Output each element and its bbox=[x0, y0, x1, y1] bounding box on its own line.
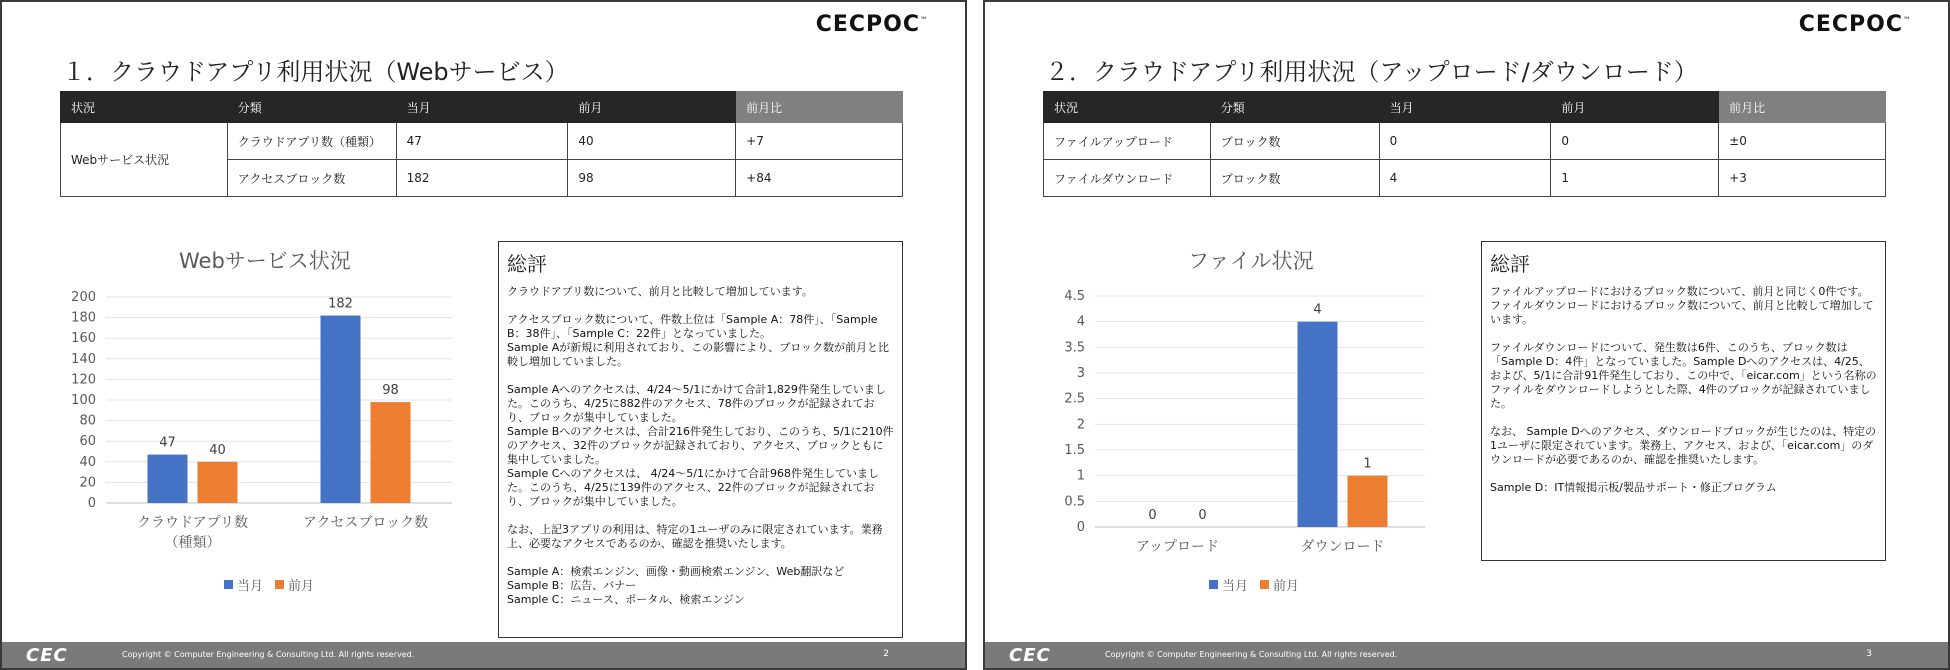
header-category: 分類 bbox=[1210, 92, 1379, 123]
file-status-bar-chart bbox=[1045, 282, 1415, 572]
legend-swatch-current bbox=[224, 580, 233, 589]
y-tick-label: 0.5 bbox=[1064, 494, 1085, 510]
chart-legend bbox=[224, 575, 314, 594]
slide-title: １．クラウドアプリ利用状況（Webサービス） bbox=[62, 58, 569, 86]
y-tick-label: 1.5 bbox=[1064, 443, 1085, 458]
legend-swatch-previous bbox=[275, 580, 284, 589]
header-ratio: 前月比 bbox=[736, 92, 903, 123]
page-number: 2 bbox=[883, 649, 889, 659]
y-tick-label: 2 bbox=[1076, 417, 1085, 433]
table-row bbox=[1044, 160, 1886, 197]
x-tick-label-line: クラウドアプリ数 bbox=[136, 515, 249, 531]
row-group-label: Webサービス状況 bbox=[61, 123, 228, 197]
y-tick-label: 2.5 bbox=[1064, 391, 1085, 407]
x-tick-label bbox=[137, 514, 248, 551]
table-cell: ブロック数 bbox=[1210, 160, 1379, 197]
legend-item-current: 当月 bbox=[224, 575, 263, 594]
y-tick-label: 140 bbox=[71, 351, 96, 367]
y-tick-label: 0 bbox=[87, 496, 96, 511]
x-tick-label-line: アップロード bbox=[1135, 539, 1220, 555]
comment-box bbox=[498, 241, 903, 638]
table-header-row bbox=[61, 92, 903, 123]
x-tick-label-line: アクセスブロック数 bbox=[302, 515, 429, 531]
chart-legend bbox=[1209, 575, 1299, 594]
table-row bbox=[1044, 123, 1886, 160]
upload-download-table bbox=[1043, 91, 1886, 197]
y-tick-label: 160 bbox=[71, 331, 96, 347]
header-ratio: 前月比 bbox=[1719, 92, 1886, 123]
data-label: 0 bbox=[1148, 508, 1157, 523]
cec-logo: CEC bbox=[1009, 645, 1051, 666]
data-label: 98 bbox=[382, 383, 399, 399]
bar-previous bbox=[198, 462, 238, 503]
x-tick-label bbox=[303, 514, 428, 531]
table-cell: アクセスブロック数 bbox=[227, 160, 396, 197]
chart-title: Webサービス状況 bbox=[179, 249, 351, 273]
comment-body: クラウドアプリ数について、前月と比較して増加しています。 アクセスブロック数について、件数上位は「Sample A：78件」、「Sample B：38件」、「Sample C：22件」となっていました。 Sample Aが新規に利用されており、この影響により、ブロック数が前月と比較し増加していました。 Sample Aへのアクセスは、4/24～5/1にかけて合計1,829件発生していました。このうち、4/25に882件のアクセス、78件のブロックが記録されており、ブロックが集中していました。 Sample Bへのアクセスは、合計216件発生しており、このうち、5/1に210件のアクセス、32件のブロックが記録されており、アクセス、ブロックともに集中していました。 Sample Cへのアクセスは、 4/24～5/1にかけて合計968件発生していました。このうち、4/25に139件のアクセス、22件のブロックが記録されており、ブロックが集中していました。 なお、上記3アプリの利用は、特定の1ユーザのみに限定されています。業務上、必要なアクセスであるのか、確認を推奨いたします。 Sample A：検索エンジン、画像・動画検索エンジン、Web翻訳など Sample B：広告、バナー Sample C：ニュース、ポータル、検索エンジン bbox=[507, 285, 894, 606]
bar-current bbox=[321, 316, 361, 503]
header-previous: 前月 bbox=[568, 92, 736, 123]
header-category: 分類 bbox=[227, 92, 396, 123]
comment-title: 総評 bbox=[1490, 252, 1530, 276]
table-cell: 4 bbox=[1379, 160, 1551, 197]
table-cell: 182 bbox=[396, 160, 568, 197]
table-cell: 47 bbox=[396, 123, 568, 160]
x-tick-label-line: ダウンロード bbox=[1300, 539, 1385, 555]
data-label: 1 bbox=[1363, 456, 1372, 472]
y-tick-label: 20 bbox=[79, 475, 96, 491]
y-tick-label: 200 bbox=[71, 290, 96, 305]
table-row bbox=[61, 123, 903, 160]
y-tick-label: 120 bbox=[71, 372, 96, 388]
header-current: 当月 bbox=[396, 92, 568, 123]
table-cell: 0 bbox=[1379, 123, 1551, 160]
legend-swatch-previous bbox=[1260, 580, 1269, 589]
y-tick-label: 60 bbox=[79, 434, 96, 450]
table-cell: +7 bbox=[736, 123, 903, 160]
x-tick-label bbox=[1136, 539, 1219, 555]
table-cell: 0 bbox=[1551, 123, 1719, 160]
bar-previous bbox=[1348, 476, 1388, 527]
bar-previous bbox=[371, 402, 411, 503]
page-number: 3 bbox=[1866, 649, 1872, 659]
table-cell: ブロック数 bbox=[1210, 123, 1379, 160]
chart-title: ファイル状況 bbox=[1188, 249, 1314, 273]
table-header-row bbox=[1044, 92, 1886, 123]
slide-web-services bbox=[0, 0, 967, 670]
header-status: 状況 bbox=[61, 92, 228, 123]
table-cell: +3 bbox=[1719, 160, 1886, 197]
cecpoc-logo: CECPOC™ bbox=[1798, 12, 1912, 37]
footer bbox=[2, 642, 965, 668]
legend-item-previous: 前月 bbox=[1260, 575, 1299, 594]
y-tick-label: 4.5 bbox=[1064, 289, 1085, 304]
slide-upload-download bbox=[983, 0, 1950, 670]
slide-title: ２．クラウドアプリ利用状況（アップロード/ダウンロード） bbox=[1045, 58, 1698, 86]
y-tick-label: 3 bbox=[1076, 366, 1085, 381]
table-cell: ±0 bbox=[1719, 123, 1886, 160]
cec-logo: CEC bbox=[26, 645, 68, 666]
bar-current bbox=[148, 455, 188, 503]
y-tick-label: 0 bbox=[1076, 520, 1085, 535]
header-status: 状況 bbox=[1044, 92, 1211, 123]
web-service-table bbox=[60, 91, 903, 197]
table-cell: 40 bbox=[568, 123, 736, 160]
data-label: 47 bbox=[159, 435, 176, 451]
data-label: 40 bbox=[209, 442, 226, 458]
web-service-bar-chart bbox=[62, 282, 429, 572]
y-tick-label: 1 bbox=[1076, 468, 1085, 484]
comment-body: ファイルアップロードにおけるブロック数について、前月と同じく0件です。 ファイルダウンロードにおけるブロック数について、前月と比較して増加しています。 ファイルダウンロードについて、発生数は6件、このうち、ブロック数は「Sample D：4件」となっていました。Sample Dへのアクセスは、4/25、および、5/1に合計91件発生しており、この中で、「eicar.com」という名称のファイルをダウンロードしようとした際、4件のブロックが記録されていました。 なお、 Sample Dへのアクセス、ダウンロードブロックが生じたのは、特定の1ユーザに限定されています。業務上、アクセス、および、「eicar.com」のダウンロードが必要であるのか、確認を推奨いたします。 Sample D：IT情報掲示板/製品サポート・修正プログラム bbox=[1490, 285, 1877, 494]
copyright: Copyright © Computer Engineering & Consulting Ltd. All rights reserved. bbox=[122, 650, 415, 659]
bar-current bbox=[1298, 322, 1338, 527]
copyright: Copyright © Computer Engineering & Consulting Ltd. All rights reserved. bbox=[1105, 650, 1398, 659]
x-tick-label bbox=[1301, 539, 1385, 555]
comment-title: 総評 bbox=[507, 252, 547, 276]
data-label: 4 bbox=[1313, 302, 1322, 318]
data-label: 182 bbox=[328, 296, 353, 312]
y-tick-label: 100 bbox=[71, 393, 96, 408]
table-cell: 1 bbox=[1551, 160, 1719, 197]
data-label: 0 bbox=[1198, 508, 1207, 523]
table-cell: クラウドアプリ数（種類） bbox=[227, 123, 396, 160]
table-cell: ファイルアップロード bbox=[1044, 123, 1211, 160]
legend-item-previous: 前月 bbox=[275, 575, 314, 594]
header-previous: 前月 bbox=[1551, 92, 1719, 123]
y-tick-label: 3.5 bbox=[1064, 340, 1085, 356]
y-tick-label: 80 bbox=[79, 413, 96, 429]
y-tick-label: 180 bbox=[71, 310, 96, 326]
y-tick-label: 40 bbox=[79, 454, 96, 470]
table-cell: 98 bbox=[568, 160, 736, 197]
x-tick-label-line: （種類） bbox=[164, 535, 221, 551]
header-current: 当月 bbox=[1379, 92, 1551, 123]
footer bbox=[985, 642, 1948, 668]
table-cell: +84 bbox=[736, 160, 903, 197]
cecpoc-logo: CECPOC™ bbox=[815, 12, 929, 37]
table-cell: ファイルダウンロード bbox=[1044, 160, 1211, 197]
legend-item-current: 当月 bbox=[1209, 575, 1248, 594]
comment-box bbox=[1481, 241, 1886, 561]
legend-swatch-current bbox=[1209, 580, 1218, 589]
y-tick-label: 4 bbox=[1076, 314, 1085, 330]
